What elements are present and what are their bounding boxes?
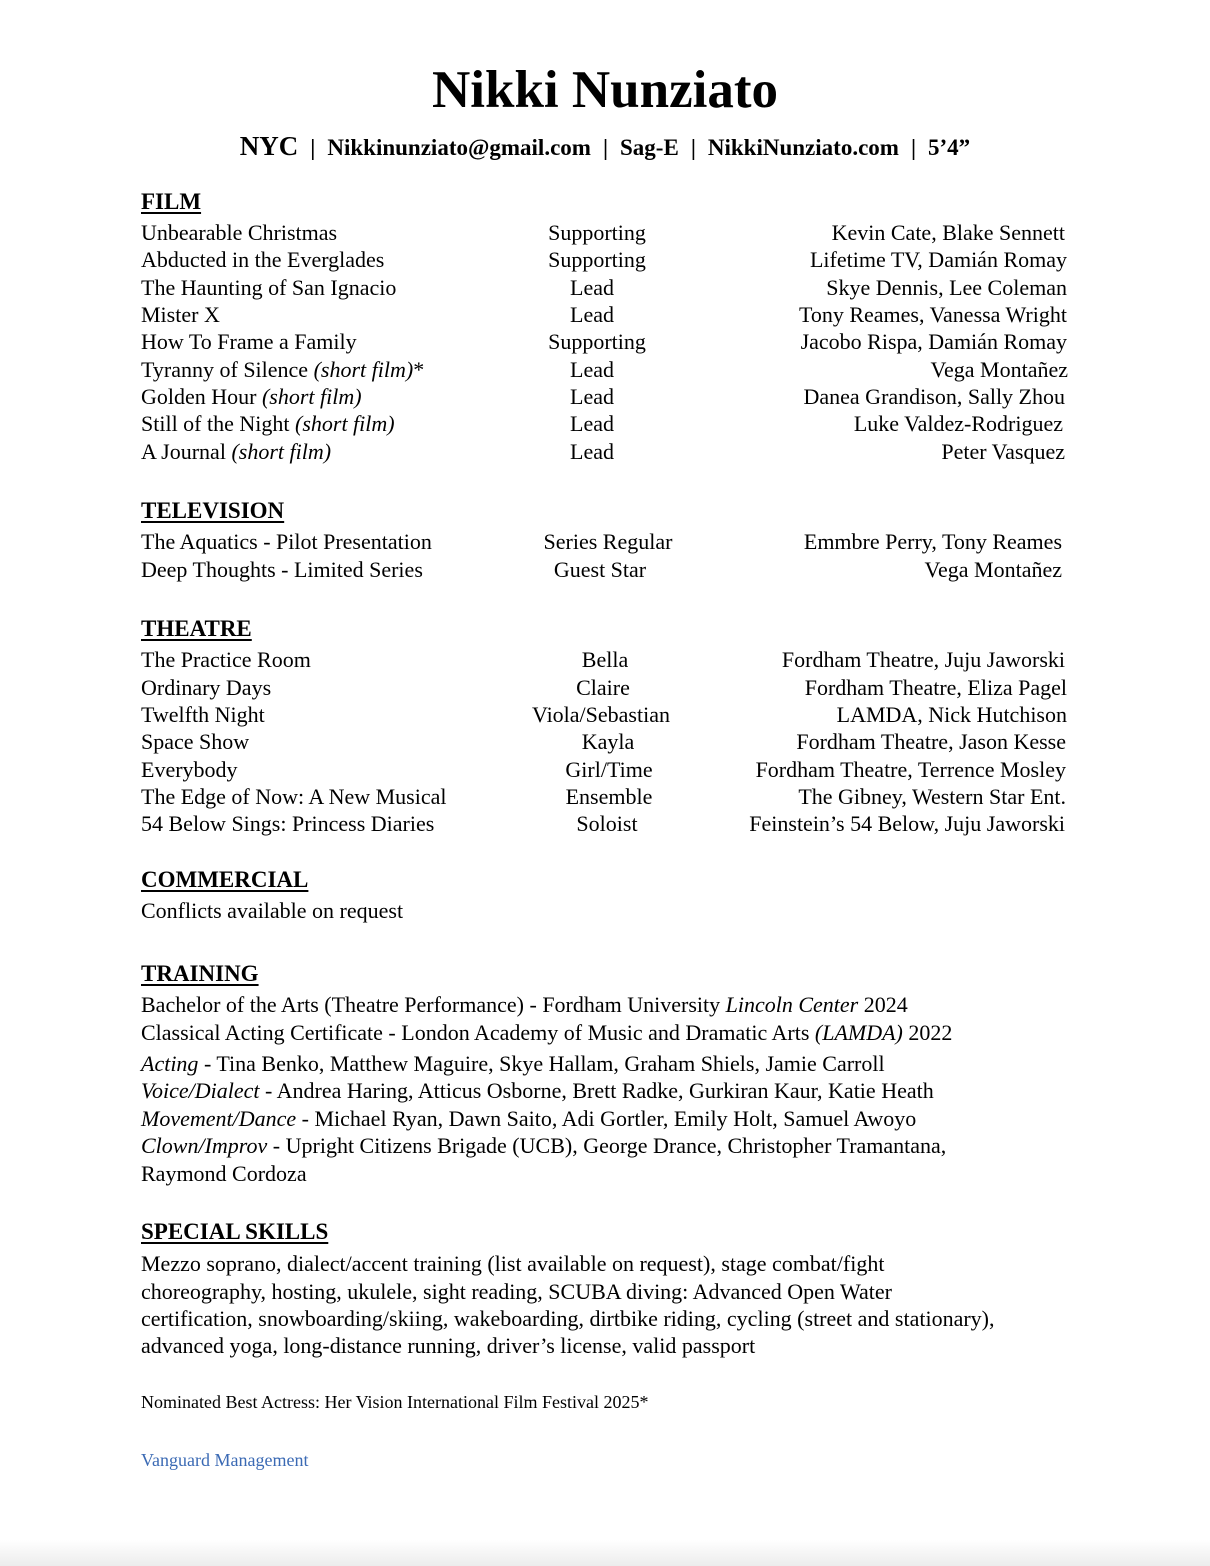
credit-title (141, 383, 362, 411)
credit-title-text: Abducted in the Everglades (141, 247, 385, 272)
credit-title: The Practice Room (141, 647, 311, 672)
short-film-note: (short film) (295, 411, 395, 436)
credit-role: Guest Star (553, 557, 647, 582)
credit-role: Supporting (548, 329, 646, 354)
theatre-row (141, 783, 1071, 811)
film-row (141, 301, 1071, 329)
film-row (141, 219, 1071, 247)
certificate-school: (LAMDA) (814, 1020, 903, 1045)
credit-director: Emmbre Perry, Tony Reames (803, 529, 1062, 554)
training-teachers-acting (141, 1050, 885, 1078)
film-row (141, 383, 1071, 411)
training-teachers-voice (141, 1077, 934, 1105)
credit-role: Lead (570, 384, 614, 409)
credit-role: Lead (570, 411, 614, 436)
training-area: Clown/Improv (141, 1133, 268, 1158)
skills-line: certification, snowboarding/skiing, wakeboarding, dirtbike riding, cycling (street and stationary), (141, 1306, 995, 1331)
credit-role: Supporting (548, 220, 646, 245)
credit-title: Everybody (141, 757, 238, 782)
credit-title (141, 301, 220, 329)
credit-director: Jacobo Rispa, Damián Romay (800, 329, 1067, 354)
credit-role: Lead (570, 357, 614, 382)
film-row (141, 410, 1071, 438)
credit-director: Feinstein’s 54 Below, Juju Jaworski (749, 811, 1065, 836)
film-row (141, 438, 1071, 466)
credit-role: Ensemble (565, 784, 653, 809)
credit-title-text: Tyranny of Silence (141, 357, 314, 382)
television-heading: TELEVISION (141, 498, 285, 523)
contact-city: NYC (239, 131, 299, 161)
contact-separator: | (690, 135, 696, 160)
credit-director: The Gibney, Western Star Ent. (798, 784, 1066, 809)
credit-director: Fordham Theatre, Juju Jaworski (781, 647, 1065, 672)
credit-title-text: Mister X (141, 302, 220, 327)
credit-role: Lead (570, 275, 614, 300)
contact-website: NikkiNunziato.com (707, 135, 899, 160)
training-names: - Michael Ryan, Dawn Saito, Adi Gortler, Emily Holt, Samuel Awoyo (296, 1106, 917, 1131)
training-teachers-movement (141, 1105, 916, 1133)
film-heading: FILM (141, 189, 202, 214)
credit-director: Fordham Theatre, Terrence Mosley (755, 757, 1066, 782)
credit-title: Ordinary Days (141, 675, 272, 700)
credit-title (141, 356, 424, 384)
credit-director: Peter Vasquez (941, 439, 1065, 464)
theatre-row (141, 810, 1071, 838)
credit-role: Bella (581, 647, 629, 672)
credit-title-text: Golden Hour (141, 384, 262, 409)
contact-separator: | (602, 135, 609, 160)
credit-title-text: Unbearable Christmas (141, 220, 338, 245)
training-certificate (141, 1019, 952, 1047)
credit-role: Kayla (581, 729, 635, 754)
credit-title (141, 274, 396, 302)
training-heading: TRAINING (141, 961, 259, 986)
theatre-row (141, 701, 1071, 729)
credit-title: The Edge of Now: A New Musical (141, 784, 447, 809)
training-teachers-clown (141, 1132, 946, 1160)
credit-director: Tony Reames, Vanessa Wright (798, 302, 1067, 327)
theatre-row (141, 728, 1071, 756)
contact-union: Sag-E (620, 135, 679, 160)
training-degree (141, 991, 908, 1019)
film-row (141, 328, 1071, 356)
contact-separator: | (310, 135, 316, 160)
commercial-text: Conflicts available on request (141, 898, 404, 923)
skills-line: choreography, hosting, ukulele, sight reading, SCUBA diving: Advanced Open Water (141, 1279, 892, 1304)
short-film-note: (short film) (313, 357, 414, 382)
credit-director: Skye Dennis, Lee Coleman (826, 275, 1067, 300)
short-film-note: (short film) (261, 384, 362, 409)
credit-director: Danea Grandison, Sally Zhou (803, 384, 1065, 409)
theatre-row (141, 756, 1071, 784)
nomination-footnote: Nominated Best Actress: Her Vision International Film Festival 2025* (141, 1392, 649, 1412)
credit-title: Space Show (141, 729, 250, 754)
credit-role: Lead (570, 439, 614, 464)
credit-title (141, 438, 331, 466)
training-names: - Upright Citizens Brigade (UCB), George Drance, Christopher Tramantana, (267, 1133, 947, 1158)
nomination-asterisk: * (413, 357, 425, 382)
credit-title-text: The Haunting of San Ignacio (141, 275, 397, 300)
contact-email: Nikkinunziato@gmail.com (327, 135, 591, 160)
degree-year: 2024 (858, 992, 908, 1017)
credit-title: 54 Below Sings: Princess Diaries (141, 811, 435, 836)
television-row (141, 528, 1071, 556)
certificate-year: 2022 (902, 1020, 953, 1045)
film-row (141, 246, 1071, 274)
credit-role: Girl/Time (565, 757, 653, 782)
credit-role: Lead (570, 302, 614, 327)
training-area: Movement/Dance (141, 1106, 297, 1131)
theatre-heading: THEATRE (141, 616, 252, 641)
contact-separator: | (910, 135, 917, 160)
credit-title-text: A Journal (141, 439, 232, 464)
certificate-text: Classical Acting Certificate - London Academy of Music and Dramatic Arts (141, 1020, 815, 1045)
credit-title-text: Still of the Night (141, 411, 295, 436)
theatre-row (141, 674, 1071, 702)
credit-role: Series Regular (543, 529, 673, 554)
credit-role: Supporting (548, 247, 646, 272)
credit-title (141, 328, 357, 356)
training-continuation: Raymond Cordoza (141, 1161, 307, 1186)
credit-role: Claire (576, 675, 630, 700)
training-area: Voice/Dialect (141, 1078, 260, 1103)
film-row (141, 356, 1071, 384)
credit-director: Luke Valdez-Rodriguez (853, 411, 1063, 436)
credit-title (141, 246, 384, 274)
skills-line: Mezzo soprano, dialect/accent training (list available on request), stage combat/fight (141, 1251, 885, 1276)
training-area: Acting (141, 1051, 199, 1076)
credit-role: Viola/Sebastian (532, 702, 670, 727)
credit-director: LAMDA, Nick Hutchison (836, 702, 1067, 727)
television-row (141, 556, 1071, 584)
credit-director: Fordham Theatre, Eliza Pagel (804, 675, 1067, 700)
management-link[interactable]: Vanguard Management (141, 1450, 309, 1470)
credit-title: Deep Thoughts - Limited Series (141, 557, 423, 582)
credit-title-text: How To Frame a Family (141, 329, 357, 354)
short-film-note: (short film) (231, 439, 332, 464)
credit-role: Soloist (576, 811, 638, 836)
theatre-row (141, 646, 1071, 674)
credit-title: Twelfth Night (141, 702, 265, 727)
credit-title (141, 410, 395, 438)
credit-director: Fordham Theatre, Jason Kesse (796, 729, 1066, 754)
page-bottom-shadow (0, 1540, 1210, 1566)
credit-director: Vega Montañez (924, 557, 1062, 582)
contact-line (0, 129, 1210, 165)
training-names: - Tina Benko, Matthew Maguire, Skye Hallam, Graham Shiels, Jamie Carroll (198, 1051, 885, 1076)
credit-director: Lifetime TV, Damián Romay (809, 247, 1067, 272)
skills-heading: SPECIAL SKILLS (141, 1219, 329, 1244)
credit-title (141, 219, 337, 247)
skills-line: advanced yoga, long-distance running, driver’s license, valid passport (141, 1333, 756, 1358)
credit-title: The Aquatics - Pilot Presentation (141, 529, 432, 554)
training-names: - Andrea Haring, Atticus Osborne, Brett Radke, Gurkiran Kaur, Katie Heath (259, 1078, 934, 1103)
film-row (141, 274, 1071, 302)
actor-name: Nikki Nunziato (431, 61, 779, 119)
degree-campus: Lincoln Center (725, 992, 859, 1017)
degree-text: Bachelor of the Arts (Theatre Performance) - Fordham University (141, 992, 726, 1017)
credit-director: Vega Montañez (930, 357, 1068, 382)
commercial-heading: COMMERCIAL (141, 867, 309, 892)
credit-director: Kevin Cate, Blake Sennett (831, 220, 1065, 245)
contact-height: 5’4” (928, 135, 971, 160)
